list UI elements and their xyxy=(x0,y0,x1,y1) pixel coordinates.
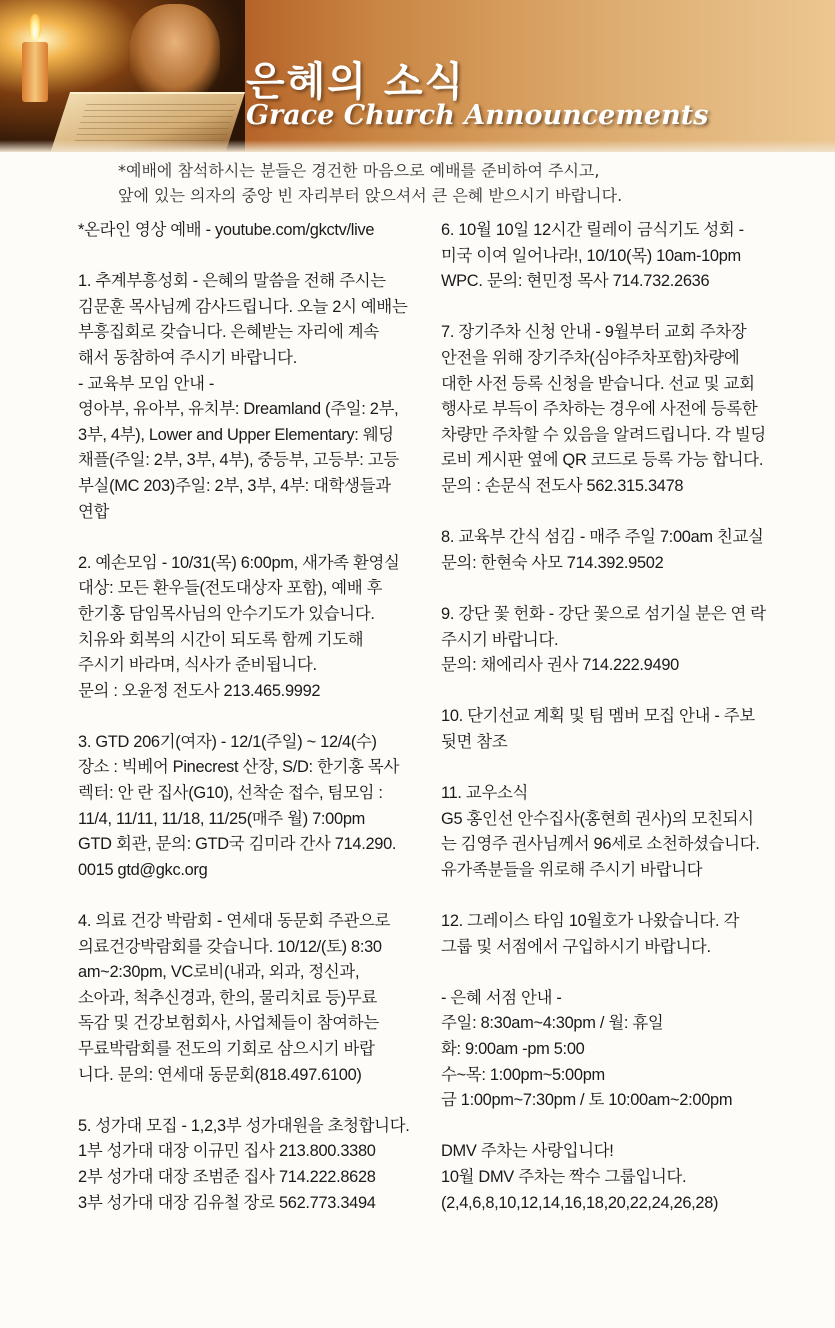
announcement-line: 문의 : 손문식 전도사 562.315.3478 xyxy=(441,476,684,495)
announcement-line: 그룹 및 서점에서 구입하시기 바랍니다. xyxy=(441,937,711,956)
announcement-line: 6. 10월 10일 12시간 릴레이 금식기도 성회 - xyxy=(441,221,744,239)
announcement-line: 12. 그레이스 타임 10월호가 나왔습니다. 각 xyxy=(441,912,740,931)
announcement-line: 렉터: 안 란 집사(G10), 선착순 접수, 팀모임 : xyxy=(78,784,383,803)
candle-flame-icon xyxy=(29,14,41,40)
announcement-line: 2부 성가대 대장 조범준 집사 714.222.8628 xyxy=(78,1167,376,1186)
announcement-line: 0015 gtd@gkc.org xyxy=(78,860,208,879)
announcement-line: 독감 및 건강보험회사, 사업체들이 참여하는 xyxy=(78,1014,379,1033)
announcement-line: 금 1:00pm~7:30pm / 토 10:00am~2:00pm xyxy=(441,1091,733,1110)
announcement-line: 장소 : 빅베어 Pinecrest 산장, S/D: 한기홍 목사 xyxy=(78,758,399,777)
announcement-line: 로비 게시판 옆에 QR 코드로 등록 가능 합니다. xyxy=(441,451,764,470)
spacer xyxy=(441,883,799,909)
announcement-line: 의료건강박람회를 갖습니다. 10/12/(토) 8:30 xyxy=(78,937,382,956)
announcement-line: 1. 추계부흥성회 - 은혜의 말씀을 전해 주시는 xyxy=(78,272,386,291)
announcement-line: 주시기 바라며, 식사가 준비됩니다. xyxy=(78,656,317,675)
intro-line: 앞에 있는 의자의 중앙 빈 자리부터 앉으셔서 큰 은혜 받으시기 바랍니다. xyxy=(118,186,623,205)
intro-line: *예배에 참석하시는 분들은 경건한 마음으로 예배를 준비하여 주시고, xyxy=(118,161,600,180)
announcement-line: (2,4,6,8,10,12,14,16,18,20,22,24,26,28) xyxy=(441,1193,719,1212)
announcement-line: 2. 예손모임 - 10/31(목) 6:00pm, 새가족 환영실 xyxy=(78,553,400,572)
announcement-line: 안전을 위해 장기주차(심야주차포함)차량에 xyxy=(441,348,740,367)
announcement-line: 문의: 채에리사 권사 714.222.9490 xyxy=(441,656,679,675)
announcement-line: WPC. 문의: 현민정 목사 714.732.2636 xyxy=(441,272,710,291)
announcement-line: 10월 DMV 주차는 짝수 그룹입니다. xyxy=(441,1167,687,1186)
announcement-line: 수~목: 1:00pm~5:00pm xyxy=(441,1065,605,1084)
announcement-line: 연합 xyxy=(78,502,110,521)
announcement-line: G5 홍인선 안수집사(홍현희 권사)의 모친되시 xyxy=(441,809,754,828)
announcement-line: 행사로 부득이 주차하는 경우에 사전에 등록한 xyxy=(441,400,758,419)
announcements-left-column xyxy=(78,218,434,1216)
spacer xyxy=(78,883,434,909)
announcement-line: 유가족분들을 위로해 주시기 바랍니다 xyxy=(441,860,703,879)
announcement-line: 3. GTD 206기(여자) - 12/1(주일) ~ 12/4(수) xyxy=(78,732,377,751)
announcement-line: 7. 장기주차 신청 안내 - 9월부터 교회 주차장 xyxy=(441,323,747,342)
spacer xyxy=(441,960,799,986)
spacer xyxy=(441,1114,799,1140)
spacer xyxy=(78,1088,434,1114)
announcement-line: 는 김영주 권사님께서 96세로 소천하셨습니다. xyxy=(441,835,760,854)
announcement-line: 미국 이여 일어나라!, 10/10(목) 10am-10pm xyxy=(441,246,741,265)
announcement-line: DMV 주차는 사랑입니다! xyxy=(441,1142,614,1161)
announcement-line: 주일: 8:30am~4:30pm / 월: 휴일 xyxy=(441,1014,664,1033)
announcement-line: 대한 사전 등록 신청을 받습니다. 선교 및 교회 xyxy=(441,374,755,393)
praying-hands-image xyxy=(130,4,220,100)
page-title-korean: 은혜의 소식 xyxy=(246,59,466,105)
spacer xyxy=(441,500,799,526)
intro-notice xyxy=(118,158,758,208)
announcement-line: am~2:30pm, VC로비(내과, 외과, 정신과, xyxy=(78,963,360,982)
announcement-line: 10. 단기선교 계획 및 팀 멤버 모집 안내 - 주보 xyxy=(441,707,755,726)
announcement-line: 주시기 바랍니다. xyxy=(441,630,559,649)
announcement-line: 문의 : 오윤정 전도사 213.465.9992 xyxy=(78,681,321,700)
announcement-line: 채플(주일: 2부, 3부, 4부), 중등부, 고등부: 고등 xyxy=(78,451,399,470)
page-title-english: Grace Church Announcements xyxy=(246,100,709,131)
announcement-line: 대상: 모든 환우들(전도대상자 포함), 예배 후 xyxy=(78,579,383,598)
announcement-line: 부실(MC 203)주일: 2부, 3부, 4부: 대학생들과 xyxy=(78,476,391,495)
announcement-line: 11/4, 11/11, 11/18, 11/25(매주 월) 7:00pm xyxy=(78,809,365,828)
announcement-line: - 은혜 서점 안내 - xyxy=(441,988,562,1007)
announcements-right-column xyxy=(441,218,799,1216)
announcement-line: 무료박람회를 전도의 기회로 삼으시기 바랍 xyxy=(78,1040,375,1058)
header-banner xyxy=(0,0,835,152)
announcement-line: 한기홍 담임목사님의 안수기도가 있습니다. xyxy=(78,604,375,623)
spacer xyxy=(78,704,434,730)
announcement-line: - 교육부 모임 안내 - xyxy=(78,374,215,393)
announcement-line: *온라인 영상 예배 - youtube.com/gkctv/live xyxy=(78,221,375,239)
announcement-line: 5. 성가대 모집 - 1,2,3부 성가대원을 초청합니다. xyxy=(78,1116,410,1135)
announcement-line: 3부, 4부), Lower and Upper Elementary: 웨딩 xyxy=(78,425,394,444)
announcement-line: GTD 회관, 문의: GTD국 김미라 간사 714.290. xyxy=(78,835,397,854)
announcement-line: 부흥집회로 갖습니다. 은혜받는 자리에 계속 xyxy=(78,323,379,342)
spacer xyxy=(441,576,799,602)
candle-icon xyxy=(22,42,48,102)
announcement-line: 1부 성가대 대장 이규민 집사 213.800.3380 xyxy=(78,1142,376,1161)
announcement-line: 뒷면 참조 xyxy=(441,732,508,751)
announcement-line: 니다. 문의: 연세대 동문회(818.497.6100) xyxy=(78,1065,362,1084)
announcement-line: 11. 교우소식 xyxy=(441,784,529,803)
announcement-line: 치유와 회복의 시간이 되도록 함께 기도해 xyxy=(78,630,364,649)
announcement-line: 화: 9:00am -pm 5:00 xyxy=(441,1040,585,1058)
spacer xyxy=(441,755,799,781)
announcement-line: 9. 강단 꽃 헌화 - 강단 꽃으로 섬기실 분은 연 락 xyxy=(441,604,766,623)
spacer xyxy=(78,525,434,551)
announcement-line: 문의: 한현숙 사모 714.392.9502 xyxy=(441,553,664,572)
spacer xyxy=(78,244,434,270)
announcement-line: 8. 교육부 간식 섬김 - 매주 주일 7:00am 친교실 xyxy=(441,528,764,547)
spacer xyxy=(441,679,799,705)
announcement-line: 김문훈 목사님께 감사드립니다. 오늘 2시 예배는 xyxy=(78,297,408,316)
announcement-line: 3부 성가대 대장 김유철 장로 562.773.3494 xyxy=(78,1193,376,1212)
spacer xyxy=(441,295,799,321)
announcement-line: 소아과, 척추신경과, 한의, 물리치료 등)무료 xyxy=(78,988,378,1007)
announcement-line: 차량만 주차할 수 있음을 알려드립니다. 각 빌딩 xyxy=(441,425,766,444)
announcement-line: 해서 동참하여 주시기 바랍니다. xyxy=(78,348,297,367)
prayer-candle-photo xyxy=(0,0,245,152)
announcement-line: 4. 의료 건강 박람회 - 연세대 동문회 주관으로 xyxy=(78,912,391,931)
announcement-line: 영아부, 유아부, 유치부: Dreamland (주일: 2부, xyxy=(78,400,399,419)
